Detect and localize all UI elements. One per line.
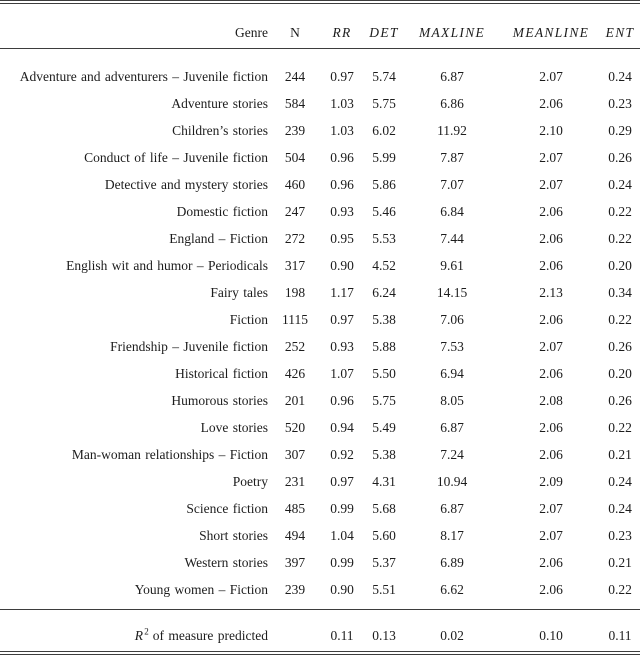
table-row — [0, 198, 640, 225]
n-cell: 460 — [284, 176, 306, 192]
rr-cell: 0.97 — [330, 473, 354, 489]
meanline-cell: 2.06 — [539, 581, 563, 597]
genre-cell: Adventure stories — [171, 95, 268, 111]
det-cell: 6.02 — [372, 122, 396, 138]
n-cell: 317 — [284, 257, 306, 273]
genre-cell: Science fiction — [186, 500, 268, 516]
rr-cell: 0.96 — [330, 392, 354, 408]
table-row — [0, 495, 640, 522]
maxline-cell: 14.15 — [436, 284, 468, 300]
det-cell: 4.52 — [372, 257, 396, 273]
rr-cell: 0.90 — [330, 257, 354, 273]
ent-cell: 0.21 — [608, 446, 632, 462]
maxline-cell: 7.44 — [440, 230, 464, 246]
footer-rr-cell: 0.11 — [330, 627, 354, 643]
n-cell: 426 — [284, 365, 306, 381]
ent-cell: 0.24 — [608, 500, 632, 516]
table-row — [0, 252, 640, 279]
genre-cell: Friendship – Juvenile fiction — [110, 338, 268, 354]
meanline-cell: 2.07 — [539, 527, 563, 543]
footer-label-text: of measure predicted — [152, 627, 268, 643]
ent-cell: 0.24 — [608, 68, 632, 84]
meanline-cell: 2.08 — [539, 392, 563, 408]
det-cell: 5.50 — [372, 365, 396, 381]
table-row — [0, 144, 640, 171]
meanline-cell: 2.06 — [539, 419, 563, 435]
table-row — [0, 414, 640, 441]
table-row — [0, 117, 640, 144]
ent-cell: 0.23 — [608, 95, 632, 111]
meanline-cell: 2.06 — [539, 446, 563, 462]
rr-cell: 0.96 — [330, 149, 354, 165]
rr-cell: 0.90 — [330, 581, 354, 597]
ent-cell: 0.24 — [608, 176, 632, 192]
det-cell: 5.38 — [372, 311, 396, 327]
maxline-cell: 7.53 — [440, 338, 464, 354]
rr-cell: 1.17 — [330, 284, 354, 300]
genre-cell: Detective and mystery stories — [104, 176, 268, 192]
table-row — [0, 90, 640, 117]
r-exponent: 2 — [144, 626, 149, 636]
genre-cell: Conduct of life – Juvenile fiction — [84, 149, 268, 165]
meanline-cell: 2.07 — [539, 176, 563, 192]
maxline-cell: 10.94 — [436, 473, 468, 489]
maxline-cell: 9.61 — [440, 257, 464, 273]
maxline-cell: 8.17 — [440, 527, 464, 543]
meanline-cell: 2.07 — [539, 500, 563, 516]
rr-cell: 0.97 — [330, 68, 354, 84]
det-cell: 5.74 — [372, 68, 396, 84]
rr-cell: 1.07 — [330, 365, 354, 381]
rr-cell: 0.95 — [330, 230, 354, 246]
ent-cell: 0.20 — [608, 257, 632, 273]
det-cell: 5.68 — [372, 500, 396, 516]
table-row — [0, 549, 640, 576]
det-cell: 5.75 — [372, 392, 396, 408]
ent-cell: 0.20 — [608, 365, 632, 381]
rr-cell: 1.04 — [330, 527, 354, 543]
maxline-cell: 6.62 — [440, 581, 464, 597]
n-cell: 252 — [284, 338, 306, 354]
rr-cell: 0.97 — [330, 311, 354, 327]
ent-cell: 0.23 — [608, 527, 632, 543]
maxline-cell: 6.86 — [440, 95, 464, 111]
rr-cell: 0.94 — [330, 419, 354, 435]
genre-cell: Man-woman relationships – Fiction — [71, 446, 268, 462]
table-bottom-rule — [0, 651, 640, 655]
column-header-genre: Genre — [235, 25, 268, 40]
r-symbol: R — [134, 627, 145, 643]
n-cell: 494 — [284, 527, 306, 543]
n-cell: 244 — [284, 68, 306, 84]
ent-cell: 0.24 — [608, 473, 632, 489]
ent-cell: 0.29 — [608, 122, 632, 138]
column-header-maxline: MAXLINE — [418, 25, 486, 40]
n-cell: 272 — [284, 230, 306, 246]
rr-cell: 0.96 — [330, 176, 354, 192]
n-cell: 239 — [284, 581, 306, 597]
n-cell: 584 — [284, 95, 306, 111]
genre-cell: Fairy tales — [210, 284, 268, 300]
det-cell: 5.75 — [372, 95, 396, 111]
n-cell: 307 — [284, 446, 306, 462]
ent-cell: 0.22 — [608, 203, 632, 219]
table-row — [0, 63, 640, 90]
ent-cell: 0.22 — [608, 311, 632, 327]
genre-cell: Humorous stories — [171, 392, 268, 408]
table-row — [0, 441, 640, 468]
meanline-cell: 2.07 — [539, 149, 563, 165]
footer-label — [0, 628, 268, 644]
n-cell: 198 — [284, 284, 306, 300]
det-cell: 5.51 — [372, 581, 396, 597]
genre-cell: Western stories — [184, 554, 268, 570]
table-row — [0, 576, 640, 603]
footer-rule — [0, 609, 640, 610]
table-row — [0, 333, 640, 360]
rr-cell: 0.93 — [330, 203, 354, 219]
ent-cell: 0.22 — [608, 230, 632, 246]
table-body — [0, 63, 640, 603]
genre-cell: Young women – Fiction — [134, 581, 268, 597]
meanline-cell: 2.06 — [539, 554, 563, 570]
det-cell: 5.46 — [372, 203, 396, 219]
det-cell: 5.99 — [372, 149, 396, 165]
maxline-cell: 6.87 — [440, 500, 464, 516]
footer-row — [0, 622, 640, 649]
det-cell: 5.53 — [372, 230, 396, 246]
det-cell: 5.60 — [372, 527, 396, 543]
maxline-cell: 6.87 — [440, 68, 464, 84]
footer-det-cell: 0.13 — [372, 627, 396, 643]
genre-cell: Fiction — [229, 311, 268, 327]
n-cell: 247 — [284, 203, 306, 219]
ent-cell: 0.26 — [608, 392, 632, 408]
genre-cell: Short stories — [199, 527, 268, 543]
column-header-meanline: MEANLINE — [512, 25, 590, 40]
table-row — [0, 306, 640, 333]
det-cell: 5.49 — [372, 419, 396, 435]
table-row — [0, 279, 640, 306]
ent-cell: 0.22 — [608, 581, 632, 597]
table-row — [0, 387, 640, 414]
meanline-cell: 2.13 — [539, 284, 563, 300]
rr-cell: 1.03 — [330, 122, 354, 138]
maxline-cell: 6.84 — [440, 203, 464, 219]
meanline-cell: 2.06 — [539, 257, 563, 273]
maxline-cell: 11.92 — [437, 122, 467, 138]
det-cell: 6.24 — [372, 284, 396, 300]
n-cell: 485 — [284, 500, 306, 516]
maxline-cell: 6.87 — [440, 419, 464, 435]
column-header-rr: RR — [332, 25, 352, 40]
table-row — [0, 360, 640, 387]
column-header-n: N — [290, 25, 300, 40]
rr-cell: 0.99 — [330, 554, 354, 570]
footer-maxline-cell: 0.02 — [440, 627, 464, 643]
genre-cell: Love stories — [200, 419, 268, 435]
meanline-cell: 2.06 — [539, 203, 563, 219]
table-row — [0, 171, 640, 198]
ent-cell: 0.26 — [608, 338, 632, 354]
table-header-row — [0, 4, 640, 48]
genre-cell: Domestic fiction — [176, 203, 268, 219]
genre-cell: Historical fiction — [175, 365, 268, 381]
meanline-cell: 2.06 — [539, 230, 563, 246]
det-cell: 5.86 — [372, 176, 396, 192]
n-cell: 239 — [284, 122, 306, 138]
table-row — [0, 225, 640, 252]
ent-cell: 0.22 — [608, 419, 632, 435]
meanline-cell: 2.07 — [539, 68, 563, 84]
maxline-cell: 8.05 — [440, 392, 464, 408]
genre-cell: Poetry — [232, 473, 268, 489]
maxline-cell: 6.89 — [440, 554, 464, 570]
rr-cell: 1.03 — [330, 95, 354, 111]
genre-cell: Children’s stories — [172, 122, 268, 138]
footer-ent-cell: 0.11 — [608, 627, 632, 643]
genre-cell: Adventure and adventurers – Juvenile fiction — [19, 68, 268, 84]
genre-cell: England – Fiction — [169, 230, 268, 246]
meanline-cell: 2.06 — [539, 95, 563, 111]
n-cell: 520 — [284, 419, 306, 435]
det-cell: 4.31 — [372, 473, 396, 489]
ent-cell: 0.21 — [608, 554, 632, 570]
maxline-cell: 7.87 — [440, 149, 464, 165]
rr-cell: 0.93 — [330, 338, 354, 354]
meanline-cell: 2.09 — [539, 473, 563, 489]
maxline-cell: 7.24 — [440, 446, 464, 462]
column-header-ent: ENT — [605, 25, 635, 40]
det-cell: 5.37 — [372, 554, 396, 570]
det-cell: 5.38 — [372, 446, 396, 462]
column-header-det: DET — [369, 25, 399, 40]
maxline-cell: 7.06 — [440, 311, 464, 327]
rr-cell: 0.92 — [330, 446, 354, 462]
meanline-cell: 2.06 — [539, 365, 563, 381]
header-body-spacer — [0, 49, 640, 63]
meanline-cell: 2.10 — [539, 122, 563, 138]
rr-cell: 0.99 — [330, 500, 354, 516]
genre-cell: English wit and humor – Periodicals — [66, 257, 268, 273]
maxline-cell: 7.07 — [440, 176, 464, 192]
det-cell: 5.88 — [372, 338, 396, 354]
n-cell: 504 — [284, 149, 306, 165]
n-cell: 397 — [284, 554, 306, 570]
ent-cell: 0.34 — [608, 284, 632, 300]
n-cell: 231 — [284, 473, 306, 489]
ent-cell: 0.26 — [608, 149, 632, 165]
n-cell: 1115 — [282, 311, 308, 327]
footer-meanline-cell: 0.10 — [539, 627, 563, 643]
meanline-cell: 2.06 — [539, 311, 563, 327]
n-cell: 201 — [284, 392, 306, 408]
maxline-cell: 6.94 — [440, 365, 464, 381]
table-row — [0, 468, 640, 495]
table-row — [0, 522, 640, 549]
meanline-cell: 2.07 — [539, 338, 563, 354]
